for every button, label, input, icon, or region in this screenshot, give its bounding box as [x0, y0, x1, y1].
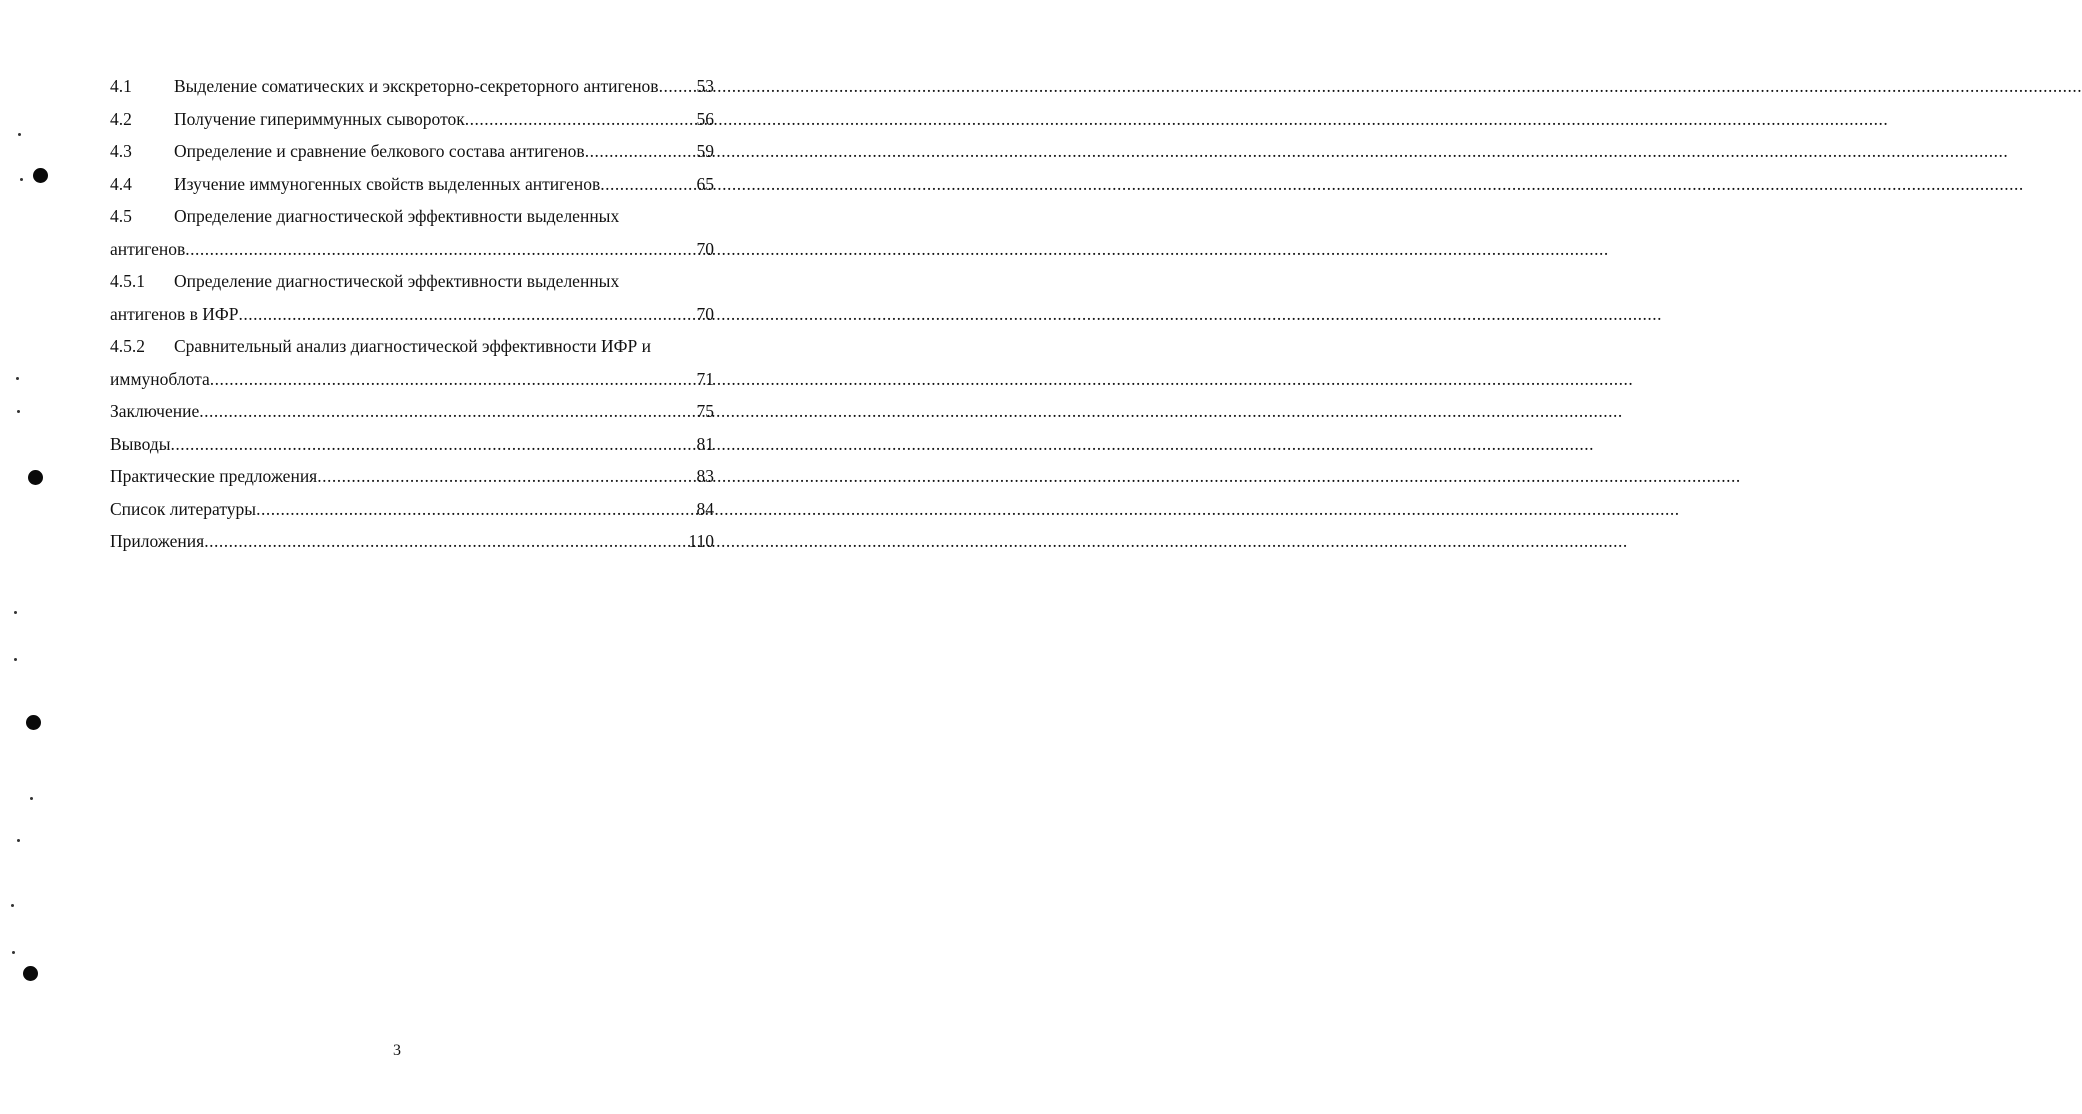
toc-entry-page: 53 [696, 76, 714, 96]
toc-entry-title: Определение и сравнение белкового состава антигенов [174, 141, 585, 161]
scan-speck [18, 133, 21, 136]
toc-entry-number: 4.2 [110, 108, 132, 129]
toc-leader-dots [465, 103, 697, 136]
toc-entry-title-cont: антигенов в ИФР [110, 303, 239, 324]
toc-entry-number: 4.5.1 [110, 271, 145, 291]
toc-entry-title: Список литературы [110, 498, 257, 519]
scan-speck [17, 410, 20, 413]
toc-entry[interactable] [110, 493, 714, 526]
toc-leader-dots [199, 395, 696, 428]
toc-entry[interactable] [110, 103, 714, 136]
toc-leader-dots [317, 460, 696, 493]
punch-hole [28, 470, 43, 485]
toc-entry[interactable] [110, 135, 714, 168]
toc-entry-title: Сравнительный анализ диагностической эффективности ИФР и [174, 336, 651, 356]
toc-leader-dots [210, 363, 697, 396]
toc-leader-dots [238, 298, 696, 331]
toc-entry[interactable] [110, 428, 714, 461]
toc-entry-title: Заключение [110, 401, 200, 421]
scan-speck [16, 377, 19, 380]
toc-entry-title: Получение гипериммунных сывороток [174, 108, 465, 129]
scan-speck [14, 611, 17, 614]
toc-entry-page: 70 [696, 303, 714, 324]
toc-entry-page: 56 [696, 108, 714, 129]
punch-hole [26, 715, 41, 730]
toc-entry-line1[interactable] [110, 330, 714, 363]
scan-speck [12, 951, 15, 954]
toc-entry-title: Выводы [110, 433, 171, 454]
toc-entry-number: 4.5.2 [110, 336, 145, 356]
toc-leader-dots [185, 233, 696, 266]
toc-entry-number: 4.1 [110, 76, 132, 96]
document-page [0, 0, 794, 1114]
toc-entry-number: 4.4 [110, 173, 132, 194]
table-of-contents [110, 70, 714, 558]
scan-speck [14, 658, 17, 661]
toc-entry-page: 71 [696, 368, 714, 389]
toc-entry-title: Определение диагностической эффективности выделенных [174, 271, 620, 291]
toc-entry-line1[interactable] [110, 200, 714, 233]
toc-entry-page: 70 [696, 238, 714, 259]
toc-leader-dots [170, 428, 696, 461]
toc-entry-line2[interactable] [110, 298, 714, 331]
scan-speck [17, 839, 20, 842]
toc-entry[interactable] [110, 525, 714, 558]
toc-leader-dots [585, 135, 697, 168]
toc-entry[interactable] [110, 395, 714, 428]
toc-entry-page: 110 [688, 531, 714, 551]
toc-entry-line1[interactable] [110, 265, 714, 298]
toc-entry-title: Выделение соматических и экскреторно-секреторного антигенов [174, 76, 659, 96]
toc-entry[interactable] [110, 460, 714, 493]
toc-entry-page: 81 [696, 433, 714, 454]
toc-entry-title-cont: антигенов [110, 238, 186, 259]
toc-entry-title: Практические предложения [110, 466, 318, 486]
toc-entry-title-cont: иммуноблота [110, 368, 210, 389]
toc-entry-number: 4.5 [110, 206, 132, 226]
toc-entry-title: Определение диагностической эффективности выделенных [174, 206, 620, 226]
toc-leader-dots [659, 70, 697, 103]
scan-speck [30, 797, 33, 800]
toc-entry[interactable] [110, 168, 714, 201]
toc-leader-dots [600, 168, 696, 201]
toc-entry-line2[interactable] [110, 363, 714, 396]
toc-entry-page: 65 [696, 173, 714, 194]
toc-entry-page: 84 [696, 498, 714, 519]
toc-leader-dots [256, 493, 696, 526]
toc-entry-line2[interactable] [110, 233, 714, 266]
punch-hole [23, 966, 38, 981]
toc-leader-dots [204, 525, 688, 558]
scan-speck [20, 178, 23, 181]
toc-entry-number: 4.3 [110, 141, 132, 161]
toc-entry-page: 83 [696, 466, 714, 486]
toc-entry-page: 75 [696, 401, 714, 421]
toc-entry-title: Приложения [110, 531, 205, 551]
scan-speck [11, 904, 14, 907]
toc-entry[interactable] [110, 70, 714, 103]
toc-entry-title: Изучение иммуногенных свойств выделенных антигенов [174, 173, 601, 194]
page-number: 3 [393, 1042, 401, 1059]
punch-hole [33, 168, 48, 183]
toc-entry-page: 59 [696, 141, 714, 161]
